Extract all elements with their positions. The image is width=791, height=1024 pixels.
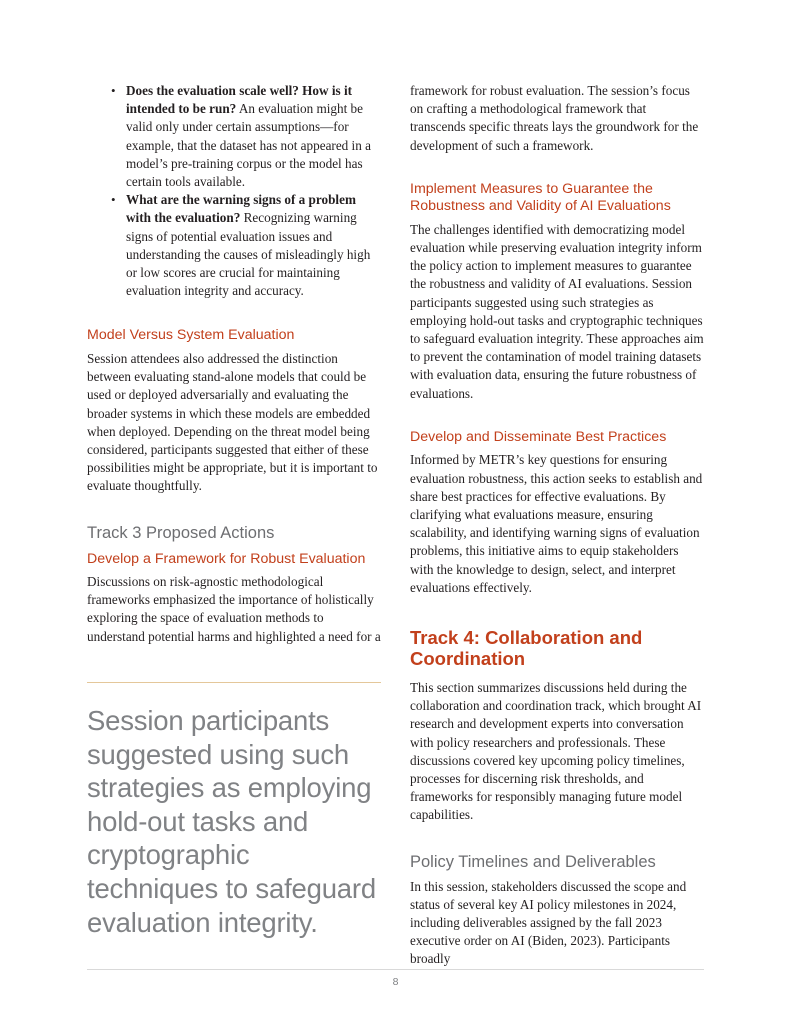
best-practices-heading: Develop and Disseminate Best Practices (410, 428, 667, 445)
model-vs-system-heading: Model Versus System Evaluation (87, 327, 295, 344)
model-vs-system-body: Session attendees also addressed the distinction between evaluating stand-alone models that could be used or deployed adversarially and evaluating the broader systems in which these models are embedded when deployed. Depending on the threat model being considered, participants suggested that either of these possibilities might be appropriate, but it is important to evaluate thoughtfully. (87, 350, 378, 494)
right-column (410, 82, 704, 969)
bullet-text: An evaluation might be valid only under certain assumptions—for example, that the dataset has not appeared in a model’s pre-training corpus or the model has certain tools available. (126, 101, 371, 190)
policy-body: In this session, stakeholders discussed the scope and status of several key AI policy milestones in 2024, including deliverables assigned by the fall 2023 executive order on AI (Biden, 2023). Participants broadly (410, 878, 687, 967)
framework-heading: Develop a Framework for Robust Evaluation (87, 550, 366, 567)
policy-heading: Policy Timelines and Deliverables (410, 852, 656, 871)
footer-divider (87, 969, 704, 970)
page-number: 8 (392, 976, 399, 988)
best-practices-body: Informed by METR’s key questions for ensuring evaluation robustness, this action seeks to establish and share best practices for effective evaluations. By clarifying what evaluations measure, ensuring scalability, and identifying warning signs of evaluation problems, this initiative aims to equip stakeholders with the knowledge to design, select, and interpret evaluations effectively. (410, 452, 703, 595)
left-column (87, 82, 381, 646)
track3-heading: Track 3 Proposed Actions (87, 523, 275, 542)
bullet-question: What are the warning signs of a problem with the evaluation? (126, 192, 356, 226)
track4-body: This section summarizes discussions held during the collaboration and coordination track, which brought AI research and development experts into conversation with policy researchers and professionals. These discussions covered key upcoming policy timelines, processes for discerning risk thresholds, and frameworks for responsibly managing future model capabilities. (410, 679, 702, 823)
bullet-text: Recognizing warning signs of potential evaluation issues and understanding the causes of misleadingly high or low scores are crucial for maintaining evaluation integrity and accuracy. (126, 210, 371, 299)
bullet-question: Does the evaluation scale well? How is it intended to be run? (126, 83, 352, 117)
pull-quote: Session participants suggested using such strategies as employing hold-out tasks and cryptographic techniques to safeguard evaluation integrity. (87, 705, 376, 938)
framework-body: Discussions on risk-agnostic methodological frameworks emphasized the importance of holistically exploring the space of evaluation methods to understand potential harms and highlighted a need for a (87, 574, 381, 644)
measures-heading: Implement Measures to Guarantee the Robustness and Validity of AI Evaluations (410, 180, 671, 215)
measures-body: The challenges identified with democratizing model evaluation while preserving evaluation integrity inform the policy action to implement measures to guarantee the robustness and validity of AI evaluations. Session participants suggested using such strategies as employing hold-out tasks and cryptographic techniques to safeguard evaluation integrity. These approaches aim to prevent the contamination of model training datasets with evaluation data, ensuring the future robustness of evaluations. (410, 221, 704, 401)
list-item (126, 82, 381, 191)
track4-heading: Track 4: Collaboration and Coordination (410, 626, 643, 670)
list-item (126, 191, 381, 300)
evaluation-questions-list (87, 82, 381, 300)
framework-body-continued: framework for robust evaluation. The session’s focus on crafting a methodological framework that transcends specific threats lays the groundwork for the development of such a framework. (410, 83, 699, 153)
pull-quote-divider (87, 682, 381, 683)
